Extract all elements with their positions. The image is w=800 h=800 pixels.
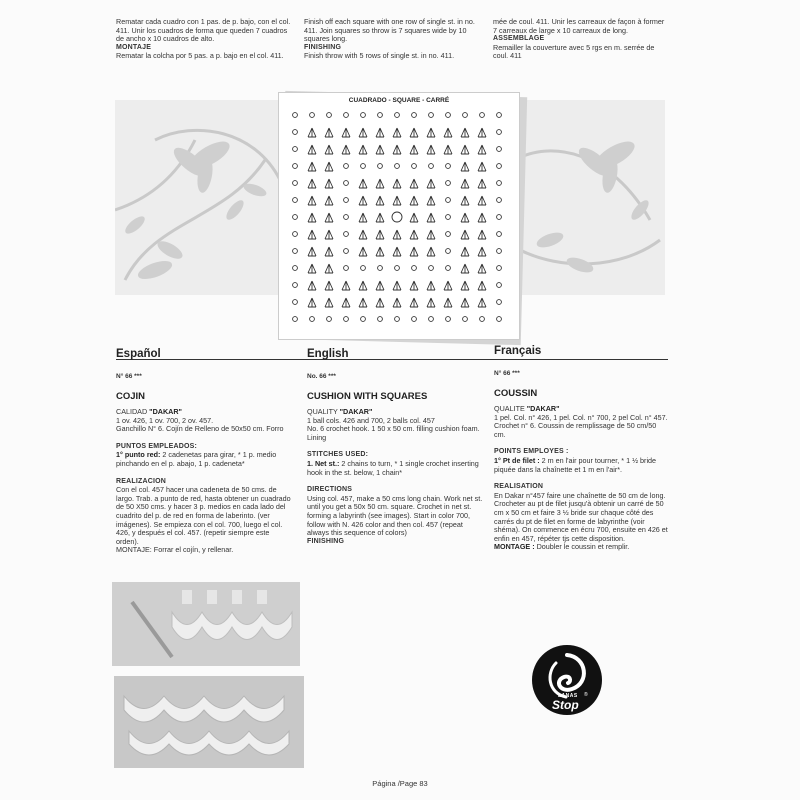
stitch-symbol: [478, 281, 486, 290]
stitch-symbol: [359, 196, 367, 205]
chain-symbol: [344, 317, 349, 322]
stitches-heading-en: STITCHES USED:: [307, 451, 369, 459]
chain-symbol: [497, 249, 502, 254]
stitch-symbol: [410, 196, 418, 205]
quality-label-es: CALIDAD: [116, 407, 150, 416]
stitch-symbol: [393, 179, 401, 188]
stitch-symbol: [308, 196, 316, 205]
making-heading-en: DIRECTIONS: [307, 486, 353, 494]
stitch-text-en: 2 chains to turn, * 1 single crochet inserting hook in the st. below, 1 chain*: [307, 458, 479, 477]
top-fr-text: mée de coul. 411. Unir les carreaux de façon à former 7 carreaux de large x 10 carreaux de long.: [493, 17, 665, 35]
pattern-number-en: No. 66 ***: [307, 373, 336, 380]
stitch-symbol: [427, 128, 435, 137]
crochet-photo-bottom: [114, 676, 304, 768]
chain-symbol: [293, 113, 298, 118]
stitch-symbol: [478, 264, 486, 273]
pattern-title-es: COJIN: [116, 391, 146, 402]
stitch-symbol: [325, 264, 333, 273]
page-footer: Página /Page 83: [372, 779, 428, 788]
stitch-symbol: [308, 264, 316, 273]
stitch-symbol: [427, 298, 435, 307]
stitch-fr: [494, 457, 668, 474]
pattern-number-fr: N° 66 ***: [494, 370, 520, 377]
stitch-symbol: [410, 298, 418, 307]
stitch-symbol: [427, 179, 435, 188]
chain-symbol: [446, 113, 451, 118]
chain-symbol: [361, 317, 366, 322]
making-text-es: Con el col. 457 hacer una cadeneta de 50 cms. de largo. Trab. a punto de red, hasta obtener un cuadrado de 50 X50 cms. y hacer 3 p. medios en cada lado del cuadrito del p. de red en forma de laberinto. (ver imágenes). Se empieza con el col. 700, luego el col. 426, y después el col. 457. (repetir siempre este orden).: [116, 485, 291, 546]
stitch-symbol: [478, 298, 486, 307]
lang-heading-fr: Français: [494, 345, 542, 357]
stitch-symbol: [325, 298, 333, 307]
stitch-symbol: [410, 247, 418, 256]
chain-symbol: [412, 164, 417, 169]
chain-symbol: [497, 113, 502, 118]
making-heading2-en: FINISHING: [307, 537, 345, 545]
stitch-symbol: [427, 145, 435, 154]
chain-symbol: [446, 232, 451, 237]
logo-reg: ®: [584, 692, 588, 698]
column-es: [116, 348, 292, 555]
chain-symbol: [446, 198, 451, 203]
chain-symbol: [293, 164, 298, 169]
chain-symbol: [293, 283, 298, 288]
stitch-symbol: [359, 179, 367, 188]
chain-symbol: [378, 317, 383, 322]
chain-symbol: [344, 181, 349, 186]
top-text-fr: [493, 18, 665, 61]
quality-label-fr: QUALITE: [494, 404, 527, 413]
stitch-symbol: [461, 196, 469, 205]
floral-motif-right: [510, 100, 665, 295]
logo-brand: Stop: [552, 698, 579, 712]
chain-symbol: [293, 300, 298, 305]
chain-symbol: [293, 198, 298, 203]
quality-text-en: 1 ball cols. 426 and 700, 2 balls col. 457: [307, 415, 435, 425]
chain-symbol: [293, 130, 298, 135]
quality-label-en: QUALITY: [307, 407, 340, 416]
chain-symbol: [293, 249, 298, 254]
stitch-symbol: [427, 213, 435, 222]
stitch-symbol: [325, 179, 333, 188]
chain-symbol: [361, 164, 366, 169]
stitch-symbol: [376, 298, 384, 307]
stitch-symbol: [308, 128, 316, 137]
stitch-symbol: [410, 230, 418, 239]
ring-symbol: [392, 212, 402, 222]
stitch-symbol: [461, 128, 469, 137]
stitch-symbol: [359, 145, 367, 154]
stitch-label-es: 1° punto red:: [116, 450, 161, 460]
tools-en: No. 6 crochet hook. 1 50 x 50 cm. filling cushion foam. Lining: [307, 424, 480, 442]
chain-symbol: [497, 300, 502, 305]
stitch-symbol: [427, 281, 435, 290]
stitch-symbol: [376, 179, 384, 188]
top-es-text: Rematar cada cuadro con 1 pas. de p. bajo, con el col. 411. Unir los cuadros de forma que queden 7 cuadros de ancho x 10 cuadros de alto.: [116, 17, 291, 44]
making-heading-fr: REALISATION: [494, 483, 544, 491]
stitch-symbol: [427, 230, 435, 239]
stitch-symbol: [478, 145, 486, 154]
chain-symbol: [497, 266, 502, 271]
top-text-es: [116, 18, 294, 61]
chain-symbol: [497, 147, 502, 152]
stitch-symbol: [461, 281, 469, 290]
stitch-symbol: [393, 281, 401, 290]
making-heading-es: REALIZACION: [116, 477, 167, 485]
floral-motif-left: [115, 100, 285, 295]
chain-symbol: [446, 317, 451, 322]
stitch-en: [307, 460, 485, 477]
crochet-diagram: [278, 92, 520, 340]
lang-heading-es: Español: [116, 348, 161, 360]
stitch-symbol: [308, 179, 316, 188]
chain-symbol: [293, 317, 298, 322]
diagram-title: CUADRADO - SQUARE - CARRÉ: [348, 97, 450, 104]
stitch-symbol: [410, 213, 418, 222]
chain-symbol: [344, 266, 349, 271]
montage-text-fr: Doubler le coussin et remplir.: [534, 542, 630, 552]
quality-es: [116, 408, 292, 434]
stitch-symbol: [461, 179, 469, 188]
chain-symbol: [463, 113, 468, 118]
stitch-symbol: [376, 213, 384, 222]
stitch-symbol: [325, 247, 333, 256]
quality-text-fr: 1 pel. Col. n° 426, 1 pel. Col. n° 700, 2 pel Col. n° 457.: [494, 412, 668, 422]
chain-symbol: [293, 147, 298, 152]
stitch-symbol: [325, 213, 333, 222]
quality-text-es: 1 ov. 426, 1 ov. 700, 2 ov. 457.: [116, 415, 214, 425]
stitch-symbol: [478, 196, 486, 205]
top-en-text: Finish off each square with one row of single st. in no. 411. Join squares so throw is 7 squares wide by 10 squares long.: [304, 17, 475, 44]
chain-symbol: [361, 266, 366, 271]
stitches-heading-es: PUNTOS EMPLEADOS:: [116, 442, 198, 450]
making-text-en: Using col. 457, make a 50 cms long chain. Work net st. until you get a 50x 50 cm. square. Crochet in net st. forming a labyrinth (see images). Start in color 700, follow with N. 426 color and then col. 457 (repeat always this sequence of colors): [307, 493, 483, 538]
stitch-symbol: [410, 179, 418, 188]
top-es-heading: MONTAJE: [116, 43, 152, 51]
tools-es: Ganchillo N° 6. Cojín de Relleno de 50x50 cm. Forro: [116, 424, 284, 434]
chain-symbol: [378, 113, 383, 118]
making-text-fr: En Dakar n°457 faire une chaînette de 50 cm de long. Crocheter au pt de filet jusqu'à obtenir un carré de 50 cm x 50 cm et faire 3 ½ bride sur chaque côté des carrés du pt de filet en forme de labyrinthe (voir shéma). On commence en écru 700, ensuite en 426 et enfin en 457, répéter tjs cette disposition.: [494, 490, 668, 543]
stitch-symbol: [359, 213, 367, 222]
column-en: [307, 348, 485, 546]
stitch-symbol: [376, 128, 384, 137]
stitch-symbol: [308, 247, 316, 256]
crochet-chart: [279, 93, 519, 339]
stitch-symbol: [359, 230, 367, 239]
stitch-symbol: [461, 162, 469, 171]
stitch-symbol: [342, 128, 350, 137]
stitch-symbol: [359, 128, 367, 137]
top-fr-text2: Remailler la couverture avec 5 rgs en m. serrée de coul. 411: [493, 42, 655, 61]
chain-symbol: [497, 181, 502, 186]
chain-symbol: [293, 181, 298, 186]
stitch-label-en: 1. Net st.:: [307, 458, 340, 468]
top-fr-heading: ASSEMBLAGE: [493, 35, 545, 43]
chain-symbol: [429, 317, 434, 322]
chain-symbol: [497, 232, 502, 237]
stitch-symbol: [308, 230, 316, 239]
chain-symbol: [446, 266, 451, 271]
chain-symbol: [344, 113, 349, 118]
stitch-symbol: [461, 230, 469, 239]
chain-symbol: [327, 317, 332, 322]
quality-en: [307, 408, 485, 442]
stitch-symbol: [376, 196, 384, 205]
chain-symbol: [395, 266, 400, 271]
brand-logo: [532, 645, 602, 715]
crochet-photo-top-texture: [112, 582, 300, 666]
chain-symbol: [412, 317, 417, 322]
top-es-text2: Rematar la colcha por 5 pas. a p. bajo en el col. 411.: [116, 51, 284, 61]
chain-symbol: [480, 317, 485, 322]
stitch-es: [116, 451, 292, 468]
stitch-symbol: [427, 196, 435, 205]
stitch-symbol: [376, 281, 384, 290]
montage-fr: [494, 543, 668, 552]
stitch-symbol: [427, 247, 435, 256]
stitch-symbol: [461, 145, 469, 154]
chain-symbol: [361, 113, 366, 118]
chain-symbol: [378, 266, 383, 271]
lang-heading-en: English: [307, 348, 349, 360]
floral-panel-left: [115, 100, 285, 295]
pattern-number-es: N° 66 ***: [116, 373, 142, 380]
stitch-symbol: [461, 213, 469, 222]
quality-name-es: "DAKAR": [149, 407, 182, 416]
chain-symbol: [446, 181, 451, 186]
stitch-symbol: [325, 128, 333, 137]
chain-symbol: [293, 266, 298, 271]
stitch-symbol: [444, 281, 452, 290]
chain-symbol: [395, 113, 400, 118]
chain-symbol: [446, 249, 451, 254]
stitch-text-fr: 2 m en l'air pour tourner, * 1 ½ bride piquée dans la chaînette et 1 m en l'air*.: [494, 455, 657, 474]
chain-symbol: [497, 164, 502, 169]
stitch-symbol: [478, 213, 486, 222]
stitch-label-fr: 1° Pt de filet :: [494, 455, 540, 465]
stitch-symbol: [308, 281, 316, 290]
tools-fr: Crochet n° 6. Coussin de remplissage de 50 cm/50 cm.: [494, 421, 657, 439]
column-fr: [494, 345, 668, 552]
chain-symbol: [344, 215, 349, 220]
stitch-symbol: [308, 213, 316, 222]
stitch-symbol: [478, 230, 486, 239]
stitch-symbol: [325, 162, 333, 171]
stitch-symbol: [478, 179, 486, 188]
chain-symbol: [446, 164, 451, 169]
top-en-heading: FINISHING: [304, 43, 342, 51]
montage-label-fr: MONTAGE :: [494, 542, 535, 552]
stitch-symbol: [461, 264, 469, 273]
logo-sub: LANAS: [558, 693, 578, 699]
stitch-symbol: [359, 247, 367, 256]
pattern-title-en: CUSHION WITH SQUARES: [307, 391, 428, 402]
chain-symbol: [310, 113, 315, 118]
chain-symbol: [497, 198, 502, 203]
pattern-title-fr: COUSSIN: [494, 388, 538, 399]
chain-symbol: [293, 215, 298, 220]
crochet-photo-bottom-texture: [114, 676, 304, 768]
chain-symbol: [497, 317, 502, 322]
stitch-symbol: [342, 281, 350, 290]
stitch-symbol: [342, 145, 350, 154]
stitch-symbol: [444, 298, 452, 307]
stitch-symbol: [393, 128, 401, 137]
stitch-text-es: 2 cadenetas para girar, * 1 p. medio pinchando en el p. abajo, 1 p. cadeneta*: [116, 450, 277, 468]
stitch-symbol: [325, 145, 333, 154]
chain-symbol: [463, 317, 468, 322]
stitch-symbol: [376, 145, 384, 154]
stitch-symbol: [461, 298, 469, 307]
chain-symbol: [429, 266, 434, 271]
stitch-symbol: [461, 247, 469, 256]
stitch-symbol: [308, 162, 316, 171]
quality-fr: [494, 405, 668, 439]
stitch-symbol: [478, 162, 486, 171]
chain-symbol: [344, 232, 349, 237]
quality-name-fr: "DAKAR": [526, 404, 560, 413]
chain-symbol: [395, 164, 400, 169]
stitch-symbol: [410, 281, 418, 290]
stitch-symbol: [325, 281, 333, 290]
stitch-symbol: [393, 196, 401, 205]
top-text-en: [304, 18, 480, 61]
making-text2-es: MONTAJE: Forrar el cojín, y rellenar.: [116, 545, 234, 555]
floral-panel-right: [510, 100, 665, 295]
stitch-symbol: [376, 247, 384, 256]
chain-symbol: [378, 164, 383, 169]
stitch-symbol: [325, 230, 333, 239]
stitch-symbol: [444, 128, 452, 137]
stitch-symbol: [359, 281, 367, 290]
stitch-symbol: [410, 145, 418, 154]
chain-symbol: [497, 283, 502, 288]
crochet-photo-top: [112, 582, 300, 666]
chain-symbol: [480, 113, 485, 118]
stitch-symbol: [359, 298, 367, 307]
stitch-symbol: [308, 145, 316, 154]
chain-symbol: [412, 266, 417, 271]
stitches-heading-fr: POINTS EMPLOYES :: [494, 448, 569, 456]
stitch-symbol: [393, 247, 401, 256]
chain-symbol: [429, 164, 434, 169]
stitch-symbol: [325, 196, 333, 205]
stitch-symbol: [478, 128, 486, 137]
chain-symbol: [446, 215, 451, 220]
chain-symbol: [310, 317, 315, 322]
stitch-symbol: [308, 298, 316, 307]
chain-symbol: [497, 215, 502, 220]
chain-symbol: [412, 113, 417, 118]
top-en-text2: Finish throw with 5 rows of single st. in no. 411.: [304, 51, 455, 61]
chain-symbol: [344, 249, 349, 254]
stitch-symbol: [410, 128, 418, 137]
chain-symbol: [293, 232, 298, 237]
stitch-symbol: [342, 298, 350, 307]
stitch-symbol: [444, 145, 452, 154]
chain-symbol: [344, 198, 349, 203]
chain-symbol: [395, 317, 400, 322]
chain-symbol: [429, 113, 434, 118]
stitch-symbol: [478, 247, 486, 256]
stitch-symbol: [393, 230, 401, 239]
stitch-symbol: [393, 298, 401, 307]
quality-name-en: "DAKAR": [339, 407, 373, 416]
stitch-symbol: [393, 145, 401, 154]
stitch-symbol: [376, 230, 384, 239]
chain-symbol: [344, 164, 349, 169]
chain-symbol: [497, 130, 502, 135]
chain-symbol: [327, 113, 332, 118]
